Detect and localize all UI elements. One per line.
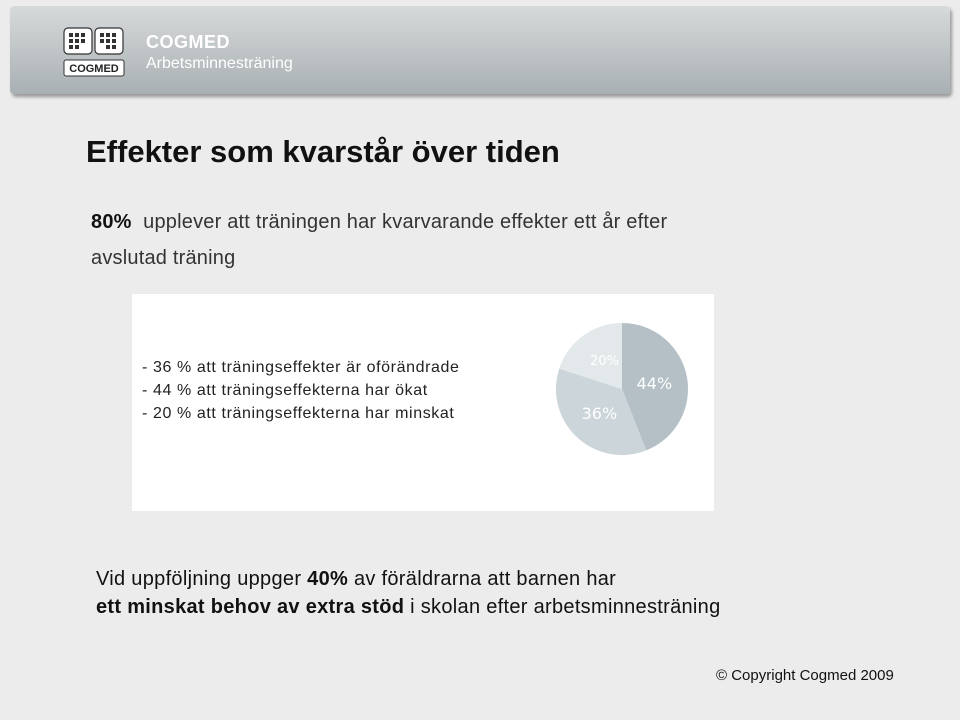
intro-line-1-text: upplever att träningen har kvarvarande effekter ett år efter <box>143 211 668 233</box>
followup-percent: 40% <box>307 568 349 590</box>
followup-bold: ett minskat behov av extra stöd <box>96 596 405 618</box>
followup-prefix: Vid uppföljning uppger <box>96 568 302 590</box>
bullet-item: - 36 % att träningseffekter är oförändrade <box>142 359 460 376</box>
brand-subtitle: Arbetsminnesträning <box>146 55 293 72</box>
followup-text <box>96 565 721 621</box>
pie-slice-label: 20% <box>590 353 619 369</box>
intro-line-1 <box>91 204 851 240</box>
followup-rest: i skolan efter arbetsminnesträning <box>410 596 721 618</box>
intro-text <box>91 204 851 276</box>
intro-percent: 80% <box>91 211 132 233</box>
pie-slice-label: 44% <box>636 373 673 393</box>
followup-line-1 <box>96 565 721 593</box>
brand-name: COGMED <box>146 32 230 52</box>
intro-line-2: avslutad träning <box>91 247 236 269</box>
bullet-list <box>142 356 460 425</box>
bullet-item: - 20 % att träningseffekterna har minskat <box>142 405 455 422</box>
copyright-notice: © Copyright Cogmed 2009 <box>716 667 894 684</box>
pie-chart <box>552 319 692 459</box>
page-title: Effekter som kvarstår över tiden <box>86 134 560 169</box>
followup-line-2 <box>96 593 721 621</box>
pie-slice-label: 36% <box>581 404 618 424</box>
logo-text: COGMED <box>69 63 119 75</box>
bullet-item: - 44 % att träningseffekterna har ökat <box>142 382 428 399</box>
header-bar <box>10 6 950 94</box>
cogmed-logo-icon <box>62 26 126 78</box>
results-panel <box>132 294 714 511</box>
followup-suffix: av föräldrarna att barnen har <box>353 568 617 590</box>
